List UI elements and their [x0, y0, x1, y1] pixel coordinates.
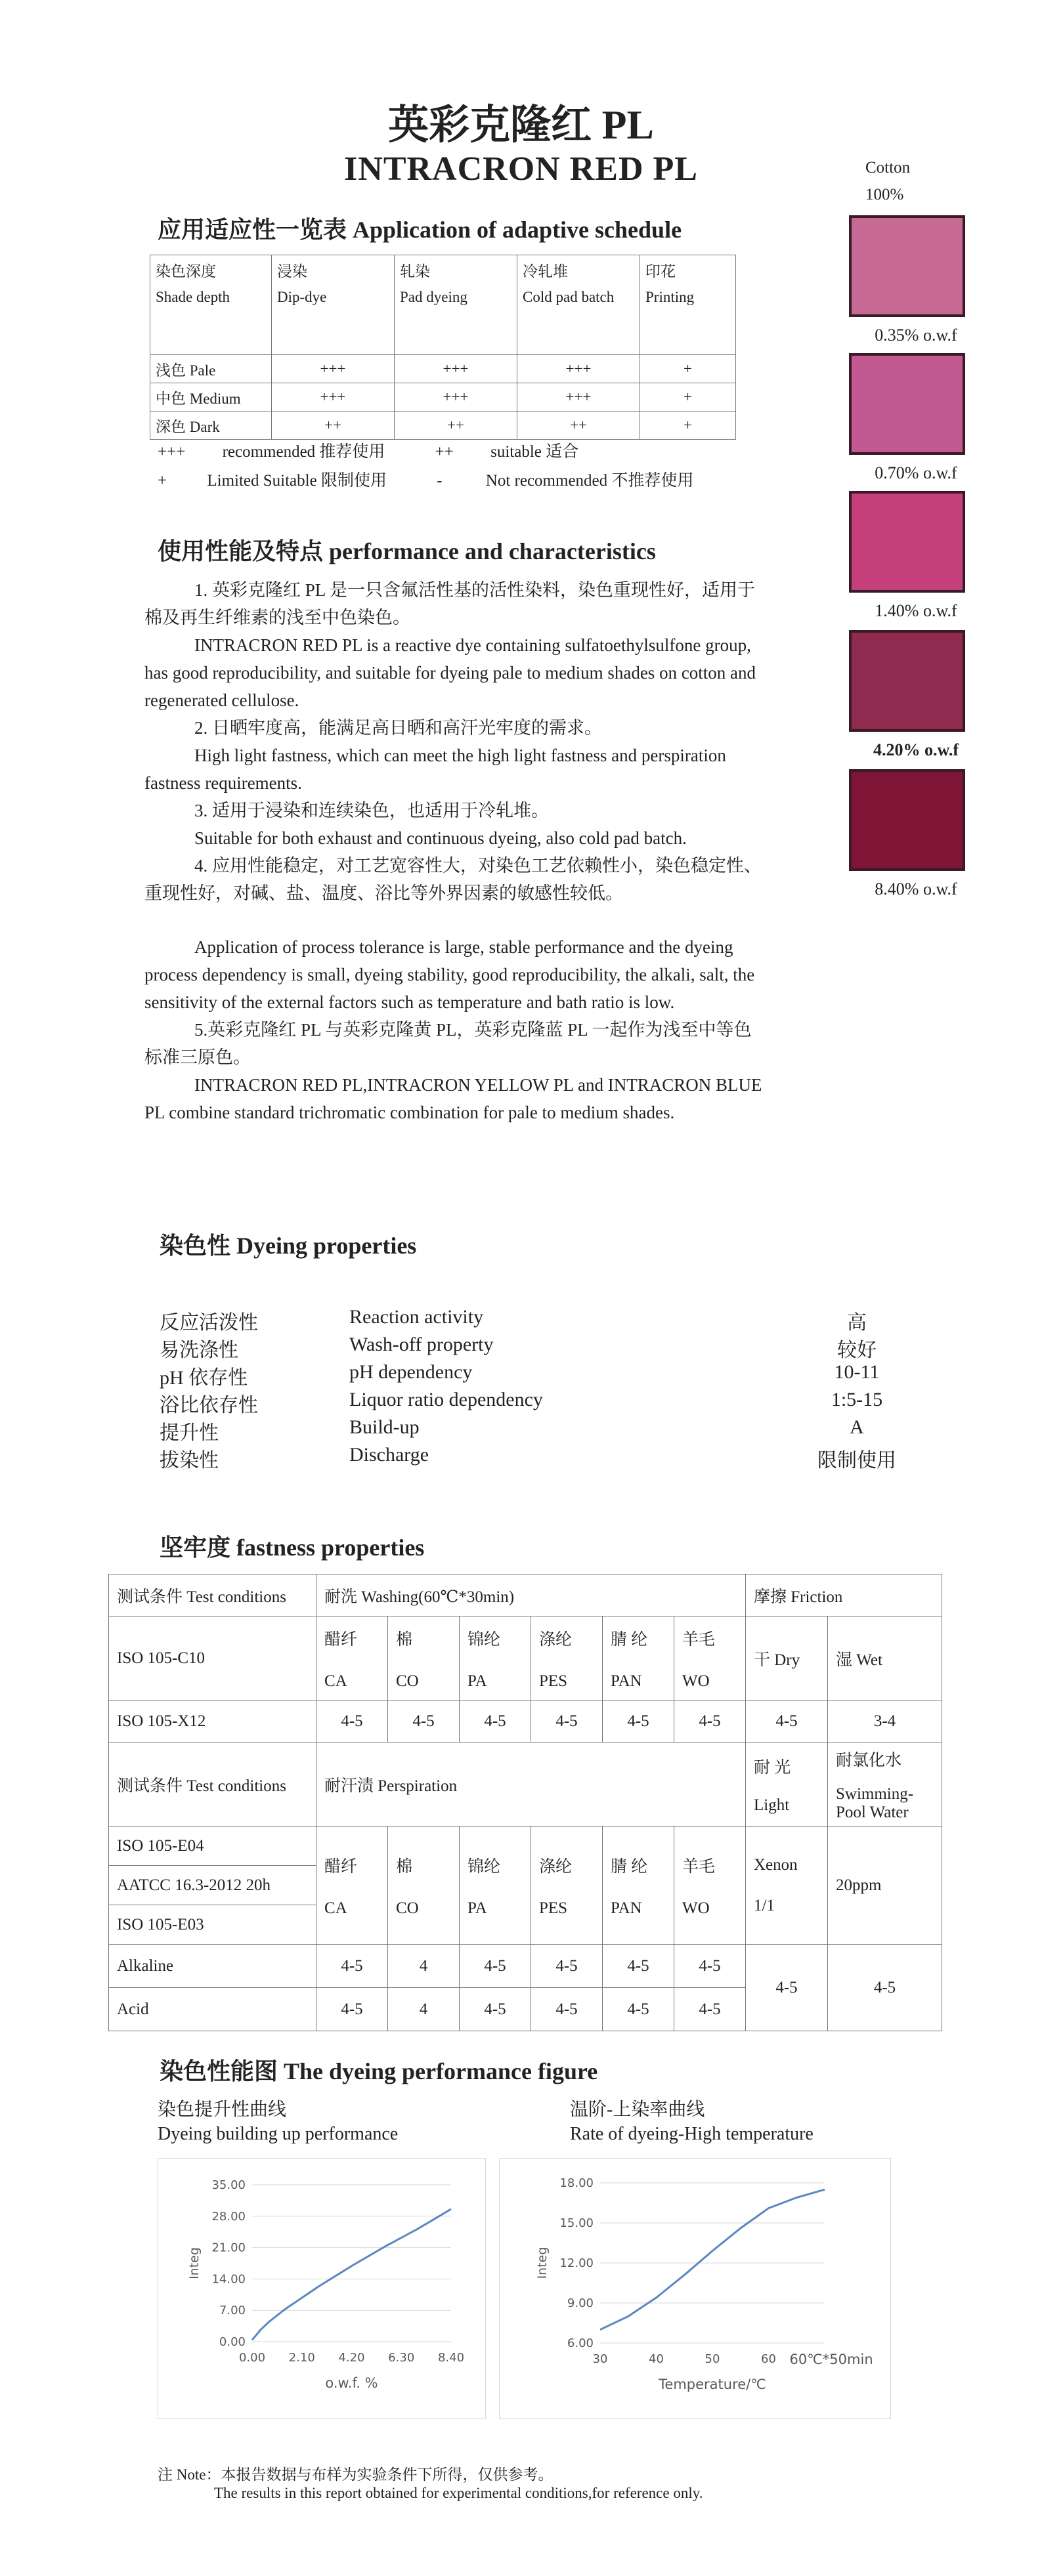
x-tick-label: 40	[649, 2352, 664, 2366]
swatch-label: 1.40% o.w.f	[875, 601, 957, 620]
paragraph: 2. 日晒牢度高，能满足高日晒和高汗光牢度的需求。	[194, 718, 602, 738]
paragraph: INTRACRON RED PL,INTRACRON YELLOW PL and INTRACRON BLUE PL combine standard trichromatic combination for pale to medium shades.	[144, 1075, 762, 1122]
dyeing-property-value: 限制使用	[817, 1450, 896, 1471]
y-tick-label: 12.00	[559, 2256, 594, 2270]
table-row: 中色 Medium +++ +++ +++ +	[150, 383, 736, 412]
performance-text	[144, 576, 765, 1126]
x-axis-label: o.w.f. %	[325, 2375, 378, 2391]
dyeing-property-value: A	[850, 1416, 864, 1438]
left-chart-title-en: Dyeing building up performance	[158, 2124, 399, 2144]
x-axis-label: Temperature/℃	[659, 2376, 766, 2392]
figure-heading: 染色性能图 The dyeing performance figure	[160, 2058, 598, 2084]
color-swatch	[849, 630, 965, 732]
x-tick-label: 6.30	[388, 2351, 415, 2365]
dyeing-property-cn: pH 依存性	[160, 1367, 248, 1389]
dyeing-property-en: Discharge	[349, 1444, 429, 1466]
paragraph: High light fastness, which can meet the high light fastness and perspiration fastness requirements.	[144, 746, 726, 793]
x-tick-label: 0.00	[238, 2351, 266, 2365]
table-row: ISO 105-X12 4-5 4-5 4-5 4-5 4-5 4-5 4-5 3-4	[109, 1700, 942, 1742]
y-axis-label: Integ	[535, 2247, 550, 2279]
table-row: 浅色 Pale +++ +++ +++ +	[150, 355, 736, 383]
y-tick-label: 14.00	[211, 2272, 246, 2287]
fastness-heading: 坚牢度 fastness properties	[160, 1534, 425, 1561]
swatch-label: 0.70% o.w.f	[875, 463, 957, 482]
legend-line-2: + Limited Suitable 限制使用 - Not recommended 不推荐使用	[158, 472, 694, 490]
dyeing-properties-heading: 染色性 Dyeing properties	[160, 1233, 417, 1259]
header-shade-depth: 染色深度 Shade depth	[150, 255, 272, 355]
table-row: Acid 4-5 4 4-5 4-5 4-5 4-5	[109, 1988, 942, 2031]
y-tick-label: 18.00	[559, 2176, 594, 2190]
right-chart-title-en: Rate of dyeing-High temperature	[570, 2124, 814, 2144]
color-swatch	[849, 769, 965, 871]
y-tick-label: 35.00	[211, 2178, 246, 2192]
y-tick-label: 21.00	[211, 2241, 246, 2255]
x-tick-label: 2.10	[288, 2351, 315, 2365]
swatch-label: 0.35% o.w.f	[875, 326, 957, 345]
header-printing: 印花 Printing	[640, 255, 736, 355]
paragraph: Application of process tolerance is large, stable performance and the dyeing process dependency is small, dyeing stability, good reproducibility, the alkali, salt, the sensitivity of the external factors such as temperature and bath ratio is low.	[144, 937, 755, 1012]
x-tick-label: 8.40	[437, 2351, 465, 2365]
paragraph: 5.英彩克隆红 PL 与英彩克隆黄 PL，英彩克隆蓝 PL 一起作为浅至中等色标准三原色。	[144, 1020, 752, 1067]
table-row: 深色 Dark ++ ++ ++ +	[150, 412, 736, 440]
y-tick-label: 0.00	[219, 2335, 246, 2349]
x-tick-label: 4.20	[338, 2351, 365, 2365]
cotton-percent: 100%	[865, 186, 904, 203]
y-tick-label: 9.00	[567, 2296, 594, 2310]
dyeing-property-en: Build-up	[349, 1416, 420, 1438]
x-tick-label: 50	[705, 2352, 720, 2366]
right-chart-title-cn: 温阶-上染率曲线	[570, 2100, 705, 2120]
chart-annotation: 60℃*50min	[789, 2352, 873, 2367]
swatch-label: 4.20% o.w.f	[873, 740, 959, 759]
title-cn: 英彩克隆红 PL	[388, 103, 654, 148]
performance-heading: 使用性能及特点 performance and characteristics	[158, 538, 656, 564]
dyeing-property-cn: 提升性	[160, 1422, 219, 1444]
title-en: INTRACRON RED PL	[344, 150, 698, 188]
table-row: Alkaline 4-5 4 4-5 4-5 4-5 4-5 4-5 4-5	[109, 1945, 942, 1988]
cotton-label: Cotton	[865, 159, 911, 177]
header-cold-pad-batch: 冷轧堆 Cold pad batch	[517, 255, 640, 355]
dyeing-property-en: Wash-off property	[349, 1334, 494, 1355]
dyeing-property-value: 10-11	[834, 1361, 880, 1383]
y-tick-label: 28.00	[211, 2209, 246, 2224]
dyeing-property-value: 较好	[837, 1340, 877, 1361]
series-line	[600, 2189, 825, 2330]
color-swatch	[849, 353, 965, 455]
dyeing-property-cn: 易洗涤性	[160, 1340, 238, 1361]
paragraph: 3. 适用于浸染和连续染色，也适用于冷轧堆。	[194, 801, 549, 820]
paragraph: INTRACRON RED PL is a reactive dye containing sulfatoethylsulfone group, has good reproducibility, and suitable for dyeing pale to medium shades on cotton and regenerated cellulose.	[144, 635, 756, 710]
paragraph: Suitable for both exhaust and continuous dyeing, also cold pad batch.	[194, 828, 687, 848]
series-line	[252, 2209, 451, 2340]
swatch-label: 8.40% o.w.f	[875, 879, 957, 898]
y-tick-label: 7.00	[219, 2304, 246, 2318]
y-axis-label: Integ	[187, 2247, 202, 2279]
header-dip-dye: 浸染 Dip-dye	[272, 255, 395, 355]
x-tick-label: 30	[592, 2352, 608, 2366]
note-line-2: The results in this report obtained for experimental conditions,for reference only.	[214, 2485, 703, 2501]
dyeing-property-cn: 反应活泼性	[160, 1312, 258, 1334]
dyeing-property-value: 高	[847, 1312, 867, 1334]
fastness-table: 测试条件 Test conditions 耐洗 Washing(60℃*30min) 摩擦 Friction ISO 105-C10 醋纤 CA 棉 CO 锦纶 PA 涤纶 PES 腈 纶 PAN 羊毛 WO 干 Dry 湿 Wet ISO 105-X12 4-5 4-5 4-5 4-5 4-5 4-5 4-5 3-4 测试条件 Test conditions 耐汗渍 Perspiration 耐 光 Light 耐氯化水 Swimming- Pool Water ISO 105-E04 醋纤 CA 棉 CO 锦纶 PA 涤纶 PES 腈 纶 PAN 羊毛 WO Xenon 1/1 20ppm AATCC 16.3-2012 20h ISO 105-E03 Alkaline 4-5 4 4-5 4-5 4-5 4-5 4-5 4-5 Acid 4-5 4 4-5 4-5 4-5 4-5	[108, 1574, 942, 2031]
dyeing-property-value: 1:5-15	[831, 1389, 883, 1410]
legend-line-1: +++ recommended 推荐使用 ++ suitable 适合	[158, 443, 579, 461]
note-line-1: 注 Note：本报告数据与布样为实验条件下所得，仅供参考。	[158, 2466, 554, 2483]
left-chart-title-cn: 染色提升性曲线	[158, 2100, 287, 2120]
paragraph: 1. 英彩克隆红 PL 是一只含氟活性基的活性染料，染色重现性好，适用于棉及再生纤维素的浅至中色染色。	[144, 580, 756, 627]
y-tick-label: 15.00	[559, 2216, 594, 2230]
y-tick-label: 6.00	[567, 2336, 594, 2350]
dyeing-property-en: pH dependency	[349, 1361, 473, 1383]
dyeing-property-cn: 拔染性	[160, 1450, 219, 1471]
color-swatch	[849, 215, 965, 317]
dyeing-property-en: Liquor ratio dependency	[349, 1389, 543, 1410]
application-table	[150, 255, 736, 440]
build-up-chart	[158, 2158, 486, 2419]
paragraph: 4. 应用性能稳定，对工艺宽容性大，对染色工艺依赖性小，染色稳定性、重现性好，对碱、盐、温度、浴比等外界因素的敏感性较低。	[144, 856, 762, 903]
dyeing-property-en: Reaction activity	[349, 1306, 484, 1328]
dyeing-property-cn: 浴比依存性	[160, 1395, 258, 1416]
x-tick-label: 60	[761, 2352, 776, 2366]
header-pad-dyeing: 轧染 Pad dyeing	[395, 255, 517, 355]
temperature-chart	[499, 2158, 891, 2419]
color-swatch	[849, 491, 965, 593]
application-heading: 应用适应性一览表 Application of adaptive schedule	[158, 217, 682, 243]
